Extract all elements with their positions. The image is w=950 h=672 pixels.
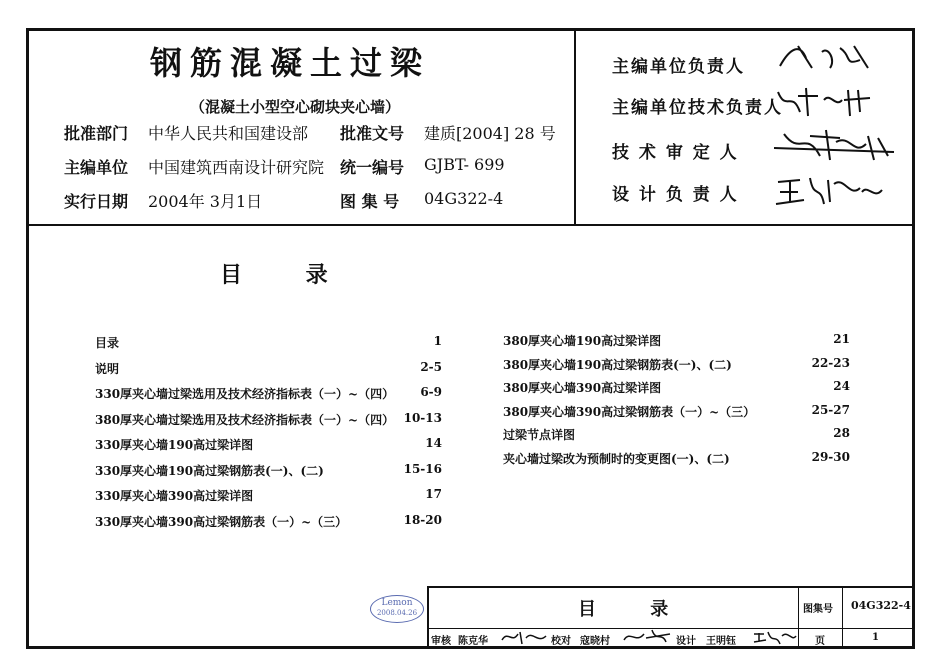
- role-tech-reviewer: 技 术 审 定 人: [612, 143, 739, 163]
- stamp-date: 2008.04.26: [376, 609, 418, 617]
- role-tech-chief: 主编单位技术负责人: [612, 98, 783, 118]
- toc-entry-page: 14: [425, 436, 442, 450]
- review-signature: [500, 628, 550, 646]
- toc-entry-title: 380厚夹心墙过梁选用及技术经济指标表（一）~（四）: [95, 412, 395, 427]
- page-no: 1: [872, 632, 879, 643]
- toc-entry-page: 22-23: [811, 355, 850, 370]
- toc-entry-page: 24: [833, 379, 850, 393]
- atlas-no: 04G322-4: [424, 189, 504, 208]
- stamp-name: Lemon: [381, 598, 413, 608]
- toc-entry-page: 15-16: [403, 461, 442, 476]
- page-label: 页: [815, 636, 825, 647]
- signature-huang: [770, 126, 900, 166]
- toc-entry-title: 过梁节点详图: [503, 428, 576, 442]
- design-signature: [752, 628, 798, 646]
- toc-entry-page: 10-13: [403, 410, 442, 425]
- role-chief-unit: 主编单位负责人: [612, 57, 745, 77]
- approval-doc: 建质[2004] 28 号: [424, 124, 556, 143]
- editor-unit: 中国建筑西南设计研究院: [148, 158, 325, 177]
- toc-entry-title: 说明: [95, 361, 120, 376]
- title-block-name: 目 录: [578, 599, 693, 620]
- lemon-stamp: [370, 595, 424, 623]
- toc-entry-title: 330厚夹心墙190高过梁钢筋表(一)、(二): [95, 463, 324, 478]
- toc-entry-page: 18-20: [403, 512, 442, 527]
- approval-doc-label: 批准文号: [340, 124, 405, 143]
- toc-entry-title: 目录: [95, 336, 120, 350]
- page-title: 钢筋混凝土过梁: [150, 44, 431, 82]
- toc-entry-page: 2-5: [420, 359, 442, 374]
- toc-entry-page: 1: [433, 334, 442, 348]
- check-label: 校对: [551, 636, 571, 647]
- check-name: 寇晓村: [580, 636, 610, 647]
- toc-entry-title: 330厚夹心墙390高过梁详图: [95, 489, 254, 503]
- effective-date-label: 实行日期: [64, 192, 129, 211]
- toc-entry-title: 夹心墙过梁改为预制时的变更图(一)、(二): [503, 451, 730, 466]
- signature-chen: [770, 82, 890, 122]
- toc-heading: 目 录: [220, 262, 356, 288]
- review-label: 审核: [431, 636, 451, 647]
- toc-entry-page: 29-30: [811, 449, 850, 464]
- toc-entry-page: 25-27: [811, 402, 850, 417]
- toc-entry-title: 380厚夹心墙190高过梁钢筋表(一)、(二): [503, 357, 732, 372]
- title-block-col-a: [798, 586, 799, 647]
- toc-entry-page: 21: [833, 332, 850, 346]
- toc-entry-title: 330厚夹心墙390高过梁钢筋表（一）~（三）: [95, 514, 348, 529]
- toc-entry-page: 6-9: [420, 385, 442, 399]
- title-block-atlas-label: 图集号: [803, 604, 833, 615]
- toc-entry-title: 380厚夹心墙390高过梁详图: [503, 381, 662, 395]
- toc-entry-title: 330厚夹心墙过梁选用及技术经济指标表（一）~（四）: [95, 387, 395, 401]
- unified-no-label: 统一编号: [340, 158, 405, 177]
- check-signature: [622, 626, 674, 646]
- review-name: 陈克华: [458, 636, 488, 647]
- signature-guan: [770, 38, 890, 76]
- unified-no: GJBT- 699: [424, 155, 505, 174]
- header-divider: [29, 224, 912, 226]
- header-split: [574, 29, 576, 225]
- toc-entry-page: 28: [833, 426, 850, 440]
- toc-entry-title: 380厚夹心墙190高过梁详图: [503, 334, 662, 348]
- design-label: 设计: [676, 636, 696, 647]
- editor-unit-label: 主编单位: [64, 158, 129, 177]
- toc-entry-title: 330厚夹心墙190高过梁详图: [95, 438, 254, 452]
- toc-entry-title: 380厚夹心墙390高过梁钢筋表（一）~（三）: [503, 404, 756, 419]
- page-subtitle: （混凝土小型空心砌块夹心墙）: [190, 98, 401, 116]
- signature-wang: [770, 170, 890, 210]
- design-name: 王明钰: [706, 636, 736, 647]
- title-block-atlas-no: 04G322-4: [851, 599, 911, 612]
- approval-dept: 中华人民共和国建设部: [148, 124, 309, 143]
- toc-entry-page: 17: [425, 487, 442, 501]
- effective-date: 2004年 3月1日: [148, 192, 263, 211]
- role-design-lead: 设 计 负 责 人: [612, 185, 739, 205]
- approval-dept-label: 批准部门: [64, 124, 129, 143]
- title-block-col-b: [842, 586, 843, 647]
- atlas-no-label: 图 集 号: [340, 192, 400, 211]
